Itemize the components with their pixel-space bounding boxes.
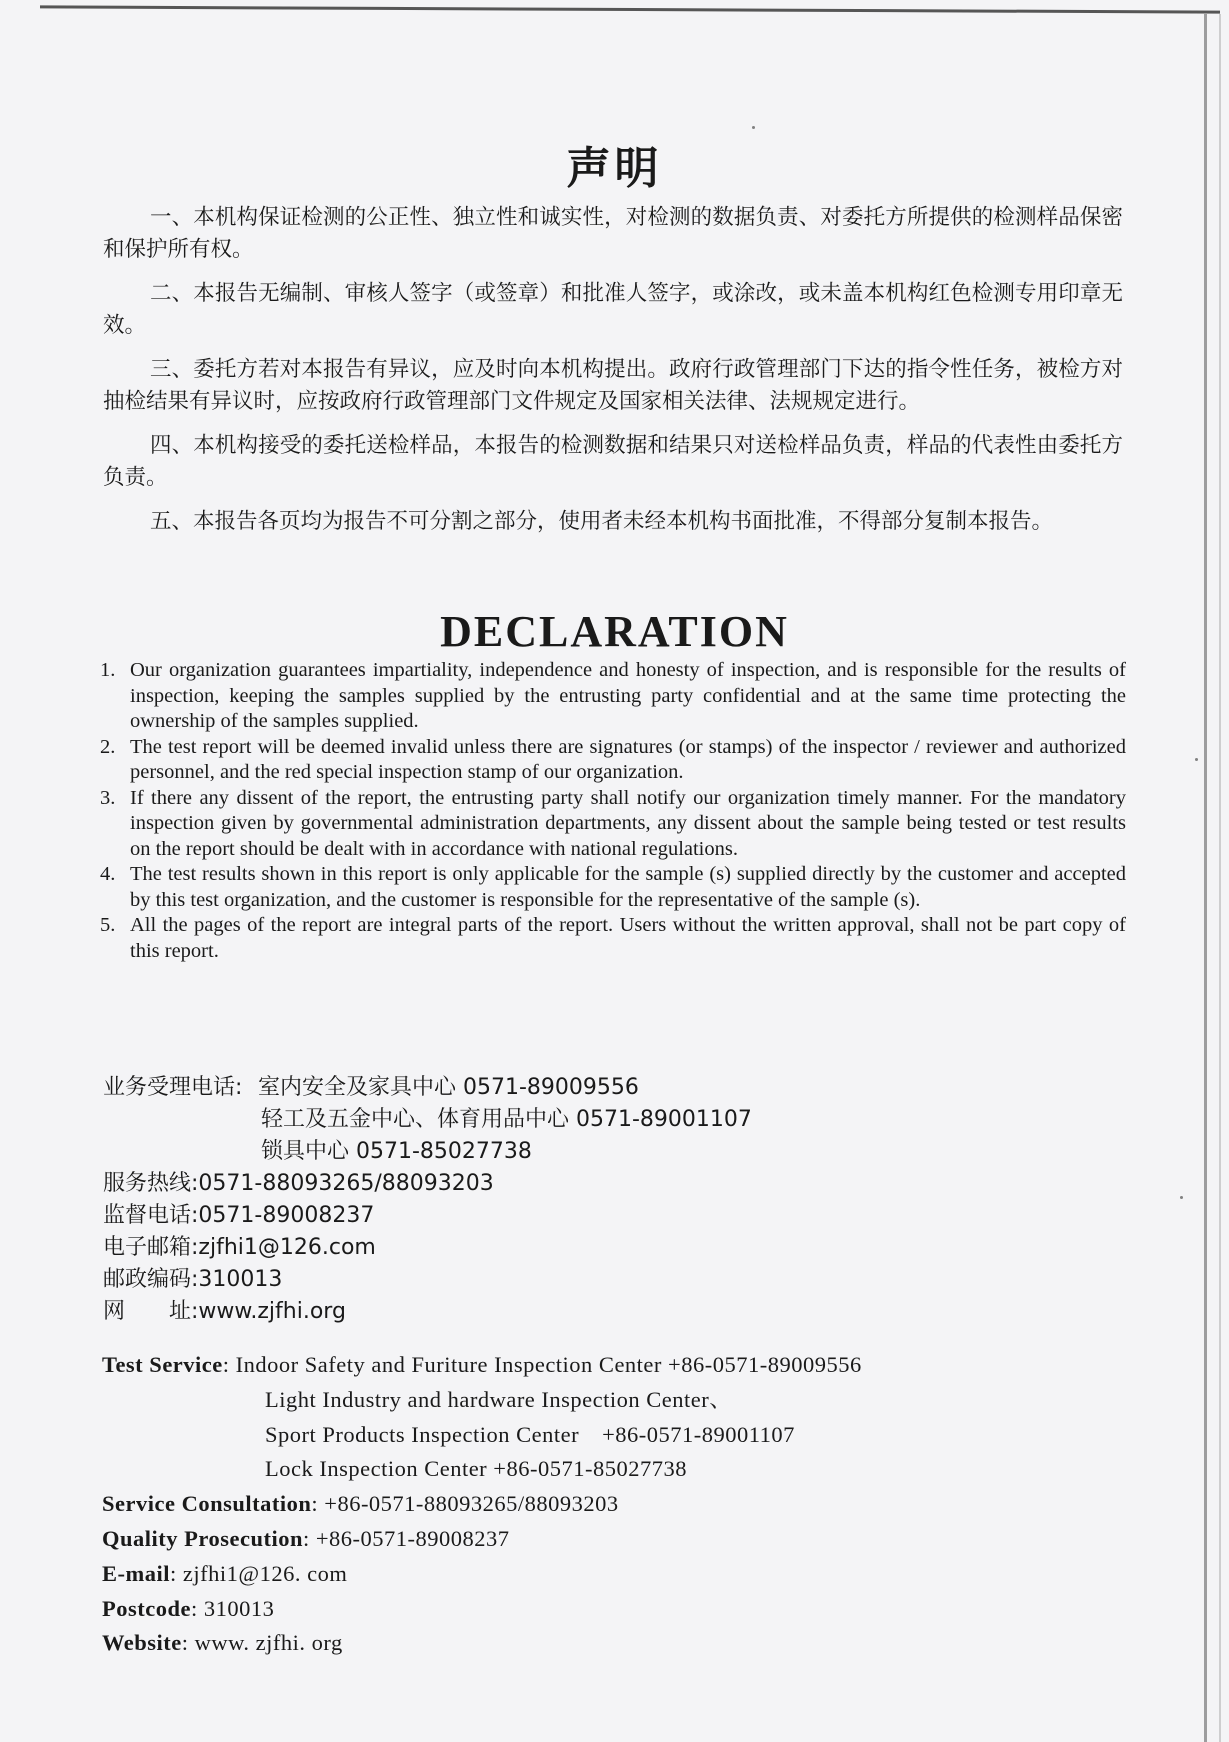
cn-paragraph-2: 二、本报告无编制、审核人签字（或签章）和批准人签字，或涂改，或未盖本机构红色检测专用印章无效。 (103, 281, 1123, 338)
en-list-item (100, 913, 1126, 964)
cn-postcode-row (103, 1264, 1003, 1296)
en-item-number: 4. (100, 863, 116, 885)
en-test-service-line: : Indoor Safety and Furiture Inspection Center +86-0571-89009556 (222, 1352, 862, 1377)
cn-contact-block (103, 1072, 1003, 1328)
en-postcode-row (102, 1592, 1102, 1627)
en-declaration-list (100, 658, 1126, 964)
cn-business-phone-line: 锁具中心 0571-85027738 (261, 1139, 532, 1164)
en-email-row (102, 1557, 1102, 1592)
en-item-text: The test report will be deemed invalid unless there are signatures (or stamps) of the inspector / reviewer and authorized personnel, and the red special inspection stamp of our organization. (130, 735, 1126, 783)
page-right-edge (1204, 14, 1207, 1742)
cn-postcode-label: 邮政编码: (103, 1267, 199, 1292)
en-postcode-value: : 310013 (190, 1595, 275, 1621)
page-right-edge-shadow (1219, 14, 1221, 1742)
cn-website-value: www.zjfhi.org (198, 1299, 346, 1324)
en-list-item (100, 658, 1126, 735)
scan-speck (1195, 758, 1198, 761)
cn-business-phone-row (103, 1104, 1003, 1136)
en-website-label: Website (102, 1630, 182, 1656)
cn-business-phone-row (103, 1136, 1003, 1168)
en-contact-block (102, 1348, 1102, 1661)
en-list-item (100, 735, 1126, 786)
cn-paragraph-3: 三、委托方若对本报告有异议，应及时向本机构提出。政府行政管理部门下达的指令性任务，被检方对抽检结果有异议时，应按政府行政管理部门文件规定及国家相关法律、法规规定进行。 (103, 357, 1123, 414)
en-email-label: E-mail (102, 1560, 170, 1586)
en-test-service-row (102, 1383, 1102, 1418)
en-postcode-label: Postcode (102, 1595, 191, 1621)
en-consultation-value: : +86-0571-88093265/88093203 (311, 1491, 619, 1517)
cn-paragraph-1: 一、本机构保证检测的公正性、独立性和诚实性，对检测的数据负责、对委托方所提供的检测样品保密和保护所有权。 (103, 205, 1123, 262)
cn-business-phone-line: 轻工及五金中心、体育用品中心 0571-89001107 (261, 1107, 752, 1132)
cn-business-phone-row (103, 1072, 1003, 1104)
cn-paragraph-4: 四、本机构接受的委托送检样品，本报告的检测数据和结果只对送检样品负责，样品的代表性由委托方负责。 (103, 433, 1123, 490)
en-test-service-label: Test Service (102, 1352, 223, 1377)
cn-declaration-body (103, 202, 1123, 550)
en-website-row (102, 1626, 1102, 1661)
en-test-service-row (102, 1418, 1102, 1453)
en-test-service-row (102, 1348, 1102, 1383)
en-item-text: If there any dissent of the report, the entrusting party shall notify our organization timely manner. For the mandatory inspection given by governmental administration departments, any dissent about the sample being tested or test results on the report should be dealt with in accordance with national regulations. (130, 786, 1126, 860)
en-item-number: 2. (100, 735, 116, 758)
cn-hotline-value: 0571-88093265/88093203 (198, 1171, 494, 1196)
cn-website-label: 网 址: (103, 1299, 199, 1324)
en-item-number: 1. (100, 659, 116, 681)
en-test-service-line: Light Industry and hardware Inspection Center、 (265, 1386, 733, 1412)
scan-speck (1180, 1196, 1183, 1199)
cn-business-phone-line: 室内安全及家具中心 0571-89009556 (258, 1075, 639, 1100)
en-test-service-line: Lock Inspection Center +86-0571-85027738 (265, 1456, 687, 1482)
cn-email-label: 电子邮箱: (103, 1235, 199, 1260)
en-consultation-row (102, 1487, 1102, 1522)
cn-email-row (103, 1232, 1003, 1264)
en-test-service-line: Sport Products Inspection Center +86-0571-89001107 (265, 1421, 795, 1447)
en-website-value: : www. zjfhi. org (181, 1630, 343, 1656)
scan-speck (752, 126, 755, 129)
en-test-service-row (102, 1452, 1102, 1487)
en-list-item (100, 862, 1126, 913)
en-declaration-title: DECLARATION (440, 607, 789, 656)
cn-hotline-label: 服务热线: (103, 1171, 199, 1196)
page-top-edge (40, 5, 1220, 13)
cn-supervision-label: 监督电话: (103, 1203, 199, 1228)
en-item-number: 3. (100, 786, 116, 809)
cn-paragraph-5: 五、本报告各页均为报告不可分割之部分，使用者未经本机构书面批准，不得部分复制本报告。 (150, 509, 1054, 534)
en-consultation-label: Service Consultation (102, 1491, 312, 1517)
en-item-text: The test results shown in this report is only applicable for the sample (s) supplied directly by the customer and accepted by this test organization, and the customer is responsible for the representative of the sample (s). (130, 863, 1126, 911)
en-prosecution-row (102, 1522, 1102, 1557)
cn-hotline-row (103, 1168, 1003, 1200)
cn-supervision-value: 0571-89008237 (198, 1203, 375, 1228)
cn-business-phone-label: 业务受理电话: (103, 1075, 243, 1100)
en-prosecution-value: : +86-0571-89008237 (302, 1525, 510, 1551)
en-email-value: : zjfhi1@126. com (170, 1560, 348, 1586)
cn-postcode-value: 310013 (198, 1267, 283, 1292)
en-item-number: 5. (100, 914, 116, 936)
cn-website-row (103, 1296, 1003, 1328)
en-prosecution-label: Quality Prosecution (102, 1525, 303, 1551)
en-list-item (100, 786, 1126, 863)
cn-supervision-row (103, 1200, 1003, 1232)
cn-email-value: zjfhi1@126.com (198, 1235, 376, 1260)
cn-declaration-title: 声明 (566, 143, 663, 194)
en-item-text: All the pages of the report are integral parts of the report. Users without the written approval, shall not be part copy of this report. (130, 914, 1126, 962)
en-item-text: Our organization guarantees impartiality, independence and honesty of inspection, and is responsible for the results of inspection, keeping the samples supplied by the entrusting party confidential and at the same time protecting the ownership of the samples supplied. (130, 659, 1126, 732)
